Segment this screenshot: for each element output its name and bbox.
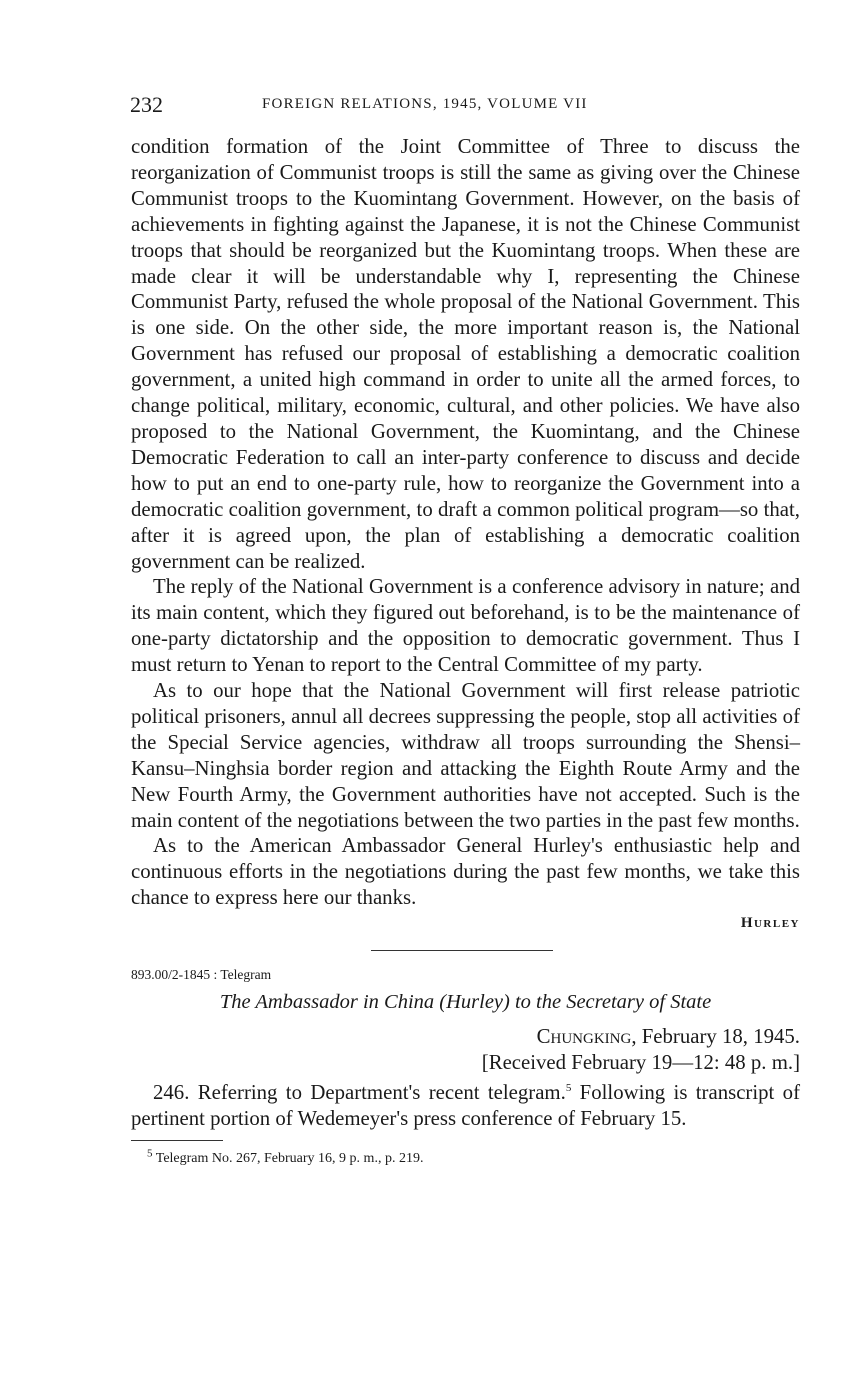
footnote (147, 1147, 800, 1167)
page-number: 232 (130, 92, 163, 117)
dateline (131, 1024, 800, 1050)
page-body (131, 134, 800, 1167)
document-title: The Ambassador in China (Hurley) to the Secretary of State (219, 991, 712, 1014)
body-paragraph: As to our hope that the National Government will first release patriotic political prisoners, annul all decrees suppressing the people, stop all activities of the Special Service agencies, withdraw all troops surrounding the Shensi–Kansu–Ninghsia border region and attacking the Eighth Route Army and the New Fourth Army, the Government authorities have not accepted. Such is the main content of the negotiations between the two parties in the past few months. (131, 679, 800, 832)
dateline-place: Chungking (536, 1025, 632, 1049)
body-paragraph: The reply of the National Government is a conference advisory in nature; and its main content, which they figured out beforehand, is to be the maintenance of one-party dictatorship and the opposition to democratic government. Thus I must return to Yenan to report to the Central Committee of my party. (131, 575, 800, 677)
footnote-divider (131, 1140, 223, 1141)
dateline-date: , February 18, 1945. (631, 1025, 800, 1049)
signature: Hurley (740, 915, 800, 932)
telegram-paragraph (131, 1080, 800, 1132)
running-head (130, 92, 800, 118)
telegram-text-continued: Following is transcript of pertinent portion of Wedemeyer's press conference of February 15. (131, 1081, 801, 1130)
running-head-title: FOREIGN RELATIONS, 1945, VOLUME VII (262, 96, 588, 112)
section-divider (371, 950, 553, 951)
footnote-text: Telegram No. 267, February 16, 9 p. m., p. 219. (152, 1150, 424, 1166)
footnote-marker: 5 (147, 1147, 153, 1160)
received-line: [Received February 19—12: 48 p. m.] (481, 1051, 800, 1075)
telegram-text: 246. Referring to Department's recent telegram. (153, 1081, 566, 1104)
body-paragraph: condition formation of the Joint Committee of Three to discuss the reorganization of Communist troops is still the same as giving over the Chinese Communist troops to the Kuomintang Government. However, on the basis of achievements in fighting against the Japanese, it is not the Chinese Communist troops that should be reorganized but the Kuomintang troops. When these are made clear it will be understandable why I, representing the Chinese Communist Party, refused the whole proposal of the National Government. This is one side. On the other side, the more important reason is, the National Government has refused our proposal of establishing a democratic coalition government, a united high command in order to unite all the armed forces, to change political, military, economic, cultural, and other policies. We have also proposed to the National Government, the Kuomintang, and the Chinese Democratic Federation to call an inter-party conference to discuss and decide how to put an end to one-party rule, how to reorganize the Government into a democratic coalition government, to draft a common political program—so that, after it is agreed upon, the plan of establishing a democratic coalition government can be realized. (131, 135, 800, 573)
footnote-reference[interactable]: 5 (565, 1082, 572, 1095)
file-reference: 893.00/2-1845 : Telegram (131, 967, 272, 983)
body-paragraph: As to the American Ambassador General Hurley's enthusiastic help and continuous efforts in the negotiations during the past few months, we take this chance to express here our thanks. (131, 834, 800, 910)
